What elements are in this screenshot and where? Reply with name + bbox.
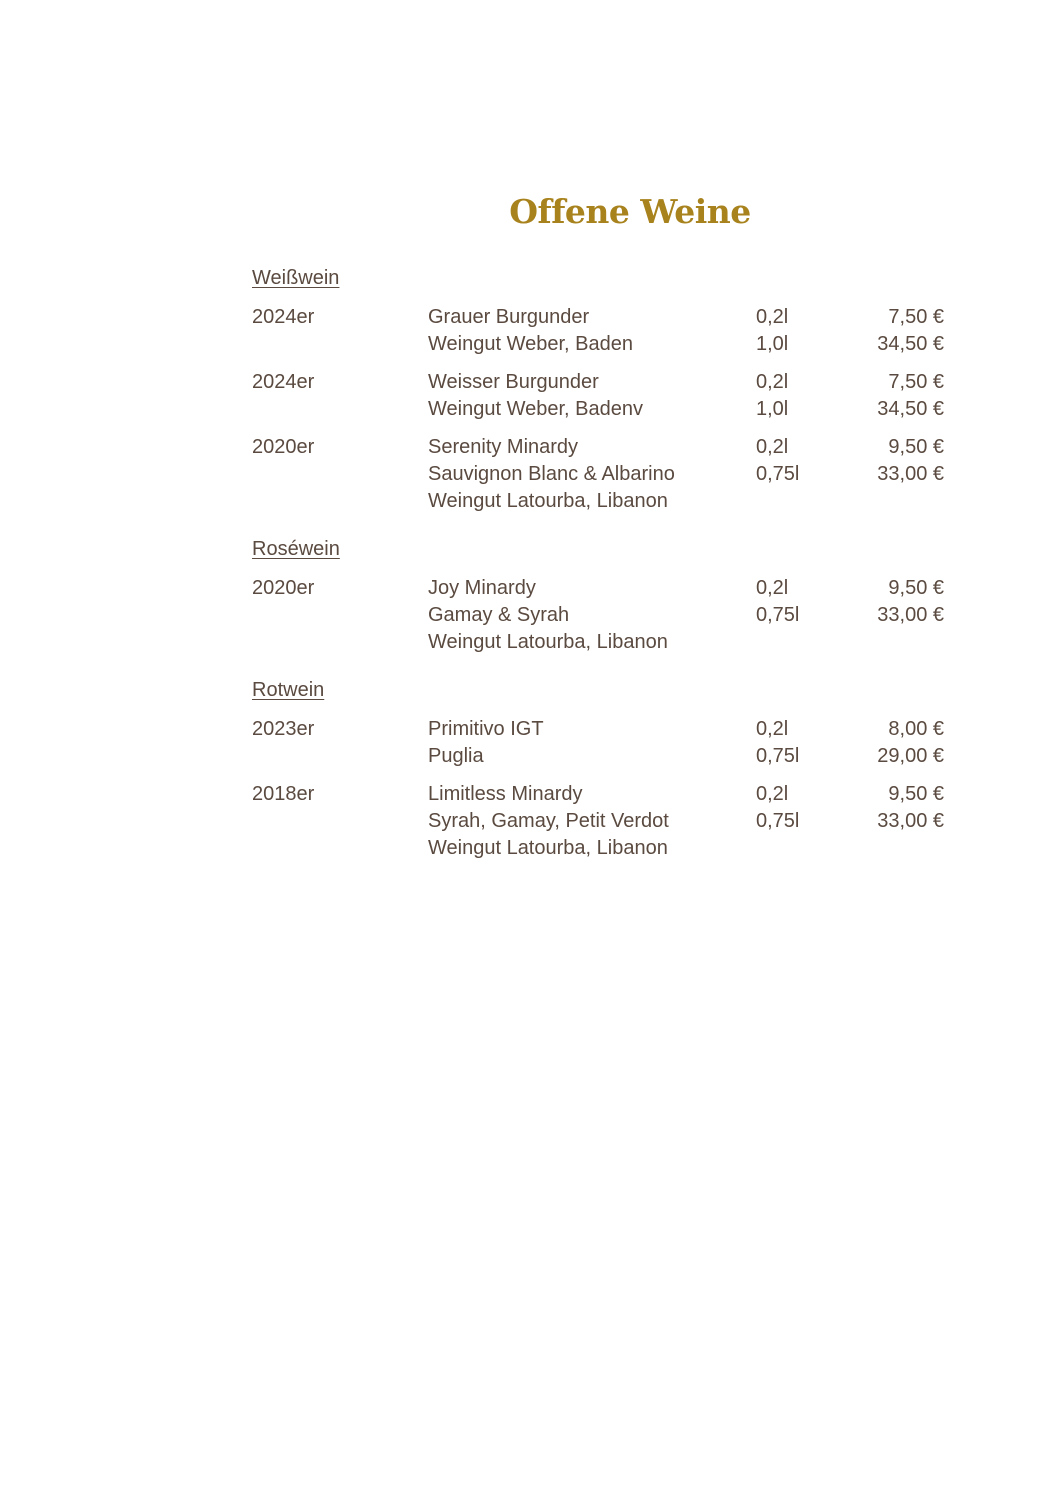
wine-vintage: 2020er xyxy=(252,577,315,599)
wine-vintage: 2020er xyxy=(252,436,315,458)
wine-size: 0,2l xyxy=(756,718,789,740)
wine-name: Grauer Burgunder xyxy=(428,306,590,328)
wine-price: 33,00 € xyxy=(877,463,944,485)
section-label-weisswein: Weißwein xyxy=(252,267,340,289)
wine-price: 9,50 € xyxy=(888,577,944,599)
wine-price: 33,00 € xyxy=(877,810,944,832)
wine-price: 7,50 € xyxy=(888,306,944,328)
wine-vintage: 2024er xyxy=(252,371,315,393)
wine-detail: Gamay & Syrah xyxy=(428,604,570,626)
wine-detail: Puglia xyxy=(428,745,484,767)
wine-price: 29,00 € xyxy=(877,745,944,767)
wine-size: 0,2l xyxy=(756,783,789,805)
wine-size: 0,2l xyxy=(756,306,789,328)
wine-price: 34,50 € xyxy=(877,398,944,420)
wine-detail: Weingut Latourba, Libanon xyxy=(428,490,668,512)
wine-size: 1,0l xyxy=(756,333,789,355)
wine-vintage: 2023er xyxy=(252,718,315,740)
wine-price: 9,50 € xyxy=(888,783,944,805)
wine-detail: Sauvignon Blanc & Albarino xyxy=(428,463,675,485)
wine-size: 0,75l xyxy=(756,463,800,485)
wine-detail: Weingut Weber, Baden xyxy=(428,333,633,355)
wine-size: 0,2l xyxy=(756,436,789,458)
wine-size: 0,75l xyxy=(756,604,800,626)
wine-size: 1,0l xyxy=(756,398,789,420)
section-label-rosewein: Roséwein xyxy=(252,538,340,560)
wine-name: Serenity Minardy xyxy=(428,436,579,458)
wine-size: 0,75l xyxy=(756,810,800,832)
wine-detail: Syrah, Gamay, Petit Verdot xyxy=(428,810,669,832)
wine-price: 8,00 € xyxy=(888,718,944,740)
wine-price: 9,50 € xyxy=(888,436,944,458)
wine-detail: Weingut Latourba, Libanon xyxy=(428,631,668,653)
wine-detail: Weingut Latourba, Libanon xyxy=(428,837,668,859)
wine-detail: Weingut Weber, Badenv xyxy=(428,398,643,420)
wine-vintage: 2018er xyxy=(252,783,315,805)
wine-price: 34,50 € xyxy=(877,333,944,355)
wine-price: 7,50 € xyxy=(888,371,944,393)
wine-name: Primitivo IGT xyxy=(428,718,544,740)
wine-name: Weisser Burgunder xyxy=(428,371,599,393)
wine-size: 0,75l xyxy=(756,745,800,767)
page-title: Offene Weine xyxy=(509,192,751,231)
wine-name: Joy Minardy xyxy=(428,577,536,599)
section-label-rotwein: Rotwein xyxy=(252,679,325,701)
wine-vintage: 2024er xyxy=(252,306,315,328)
wine-size: 0,2l xyxy=(756,577,789,599)
wine-size: 0,2l xyxy=(756,371,789,393)
wine-name: Limitless Minardy xyxy=(428,783,583,805)
wine-price: 33,00 € xyxy=(877,604,944,626)
